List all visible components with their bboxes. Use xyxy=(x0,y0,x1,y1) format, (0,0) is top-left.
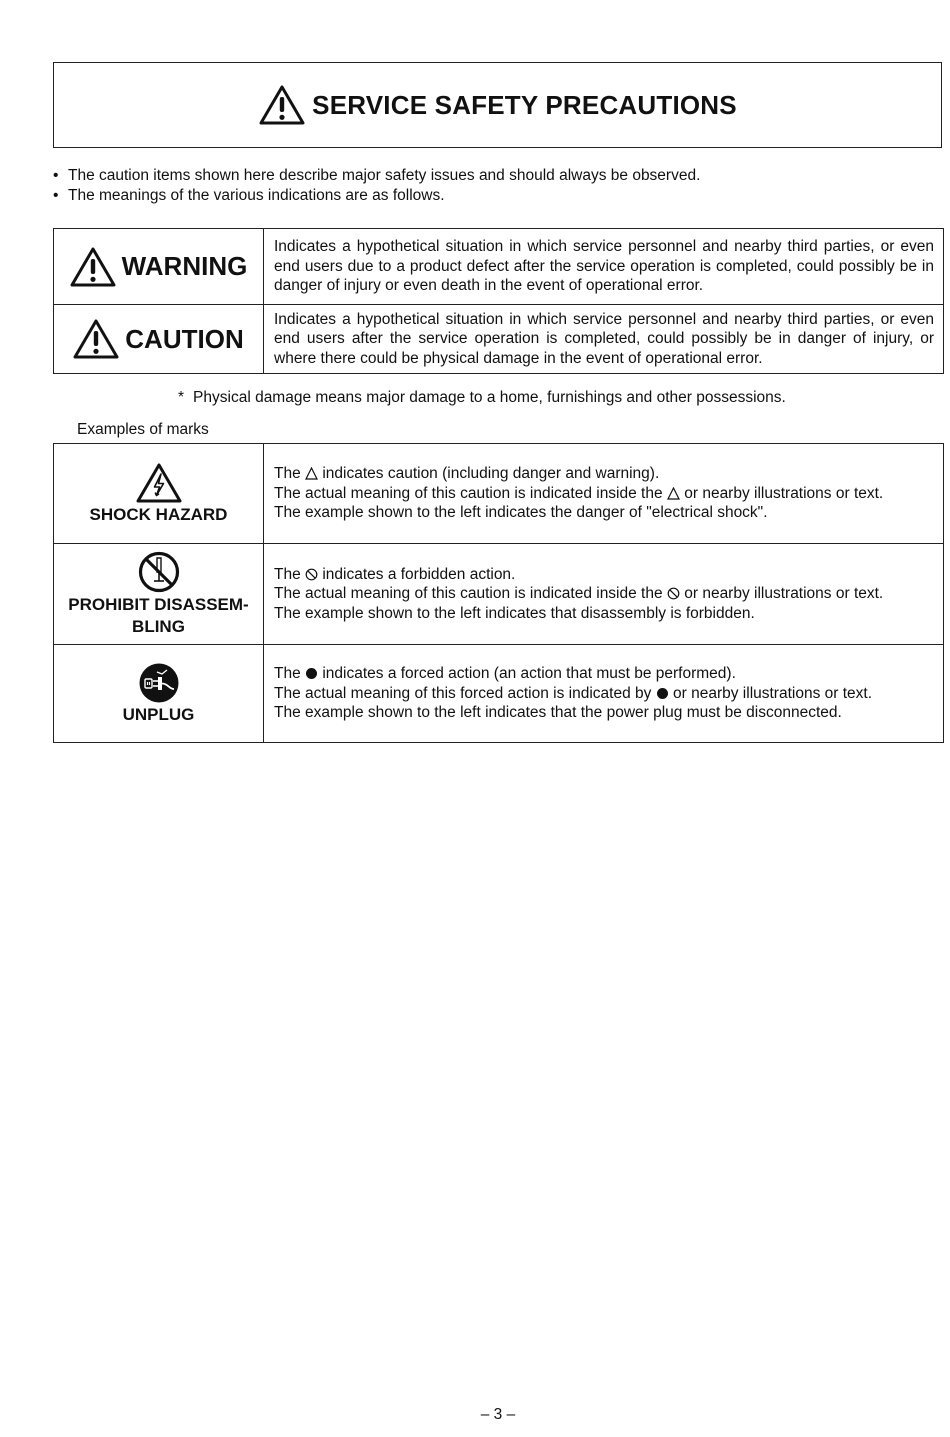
caution-triangle-icon xyxy=(305,467,318,480)
warning-triangle-icon xyxy=(258,84,306,126)
prohibit-label-1: PROHIBIT DISASSEM- xyxy=(68,595,249,614)
page-title: SERVICE SAFETY PRECAUTIONS xyxy=(312,89,737,120)
shock-line-2 xyxy=(274,484,934,504)
warning-triangle-icon xyxy=(70,246,116,288)
shock-hazard-row xyxy=(54,444,944,544)
prohibit-line-2-pre: The actual meaning of this caution is indicated inside the xyxy=(274,585,663,603)
title-box xyxy=(53,62,942,148)
no-disassembly-icon xyxy=(137,550,181,594)
unplug-line-3: The example shown to the left indicates that the power plug must be disconnected. xyxy=(274,704,842,722)
caution-row xyxy=(54,305,944,374)
unplug-line-1-pre: The xyxy=(274,665,301,683)
prohibit-line-3: The example shown to the left indicates that disassembly is forbidden. xyxy=(274,604,755,622)
unplug-row xyxy=(54,645,944,743)
prohibit-row xyxy=(54,544,944,645)
caution-label-cell xyxy=(54,305,264,374)
prohibit-line-2 xyxy=(274,584,934,604)
shock-line-1 xyxy=(274,464,934,484)
warning-label: WARNING xyxy=(121,251,248,281)
caution-label: CAUTION xyxy=(125,323,244,354)
shock-hazard-description xyxy=(264,444,944,544)
shock-line-2-pre: The actual meaning of this caution is indicated inside the xyxy=(274,484,663,502)
unplug-icon xyxy=(138,662,180,704)
unplug-line-2-pre: The actual meaning of this forced action is indicated by xyxy=(274,684,652,702)
prohibit-line-1-post: indicates a forbidden action. xyxy=(322,565,516,583)
shock-line-1-post: indicates caution (including danger and warning). xyxy=(322,465,660,483)
shock-hazard-cell xyxy=(54,444,264,544)
unplug-cell xyxy=(54,645,264,743)
prohibit-line-1-pre: The xyxy=(274,565,301,583)
unplug-line-1 xyxy=(274,664,934,684)
unplug-description xyxy=(264,645,944,743)
page-number: – 3 – xyxy=(480,1406,516,1423)
warning-row xyxy=(54,229,944,305)
intro-bullets xyxy=(53,166,943,205)
intro-bullet: • The caution items shown here describe major safety issues and should always be observed. xyxy=(53,166,943,186)
prohibit-label-2: BLING xyxy=(132,617,185,636)
unplug-line-2-post: or nearby illustrations or text. xyxy=(673,684,873,702)
intro-bullet: • The meanings of the various indications are as follows. xyxy=(53,186,943,206)
signal-words-table xyxy=(53,228,944,374)
unplug-line-1-post: indicates a forced action (an action that must be performed). xyxy=(322,665,736,683)
unplug-line-2 xyxy=(274,684,934,704)
marks-table xyxy=(53,443,944,743)
prohibit-description xyxy=(264,544,944,645)
shock-line-3: The example shown to the left indicates the danger of "electrical shock". xyxy=(274,504,768,522)
caution-triangle-icon xyxy=(667,487,680,500)
note-text: Physical damage means major damage to a home, furnishings and other possessions. xyxy=(193,389,786,406)
caution-description: Indicates a hypothetical situation in which service personnel and nearby third parties, or even end users after the service operation is completed, could possibly be in danger of injury, or where there could be physical damage in the event of operational error. xyxy=(264,305,944,374)
electric-shock-triangle-icon xyxy=(136,462,182,504)
prohibit-line-1 xyxy=(274,565,934,585)
examples-label: Examples of marks xyxy=(77,421,209,438)
shock-line-1-pre: The xyxy=(274,465,301,483)
forced-action-dot-icon xyxy=(305,667,318,680)
prohibit-line-2-post: or nearby illustrations or text. xyxy=(684,585,884,603)
prohibit-symbol-icon xyxy=(305,568,318,581)
caution-triangle-icon xyxy=(73,318,119,360)
note-asterisk: * xyxy=(178,389,185,406)
shock-line-2-post: or nearby illustrations or text. xyxy=(684,484,884,502)
forced-action-dot-icon xyxy=(656,687,669,700)
warning-label-cell xyxy=(54,229,264,305)
shock-hazard-label: SHOCK HAZARD xyxy=(89,504,228,524)
physical-damage-note xyxy=(178,389,786,407)
warning-description: Indicates a hypothetical situation in which service personnel and nearby third parties, or even end users due to a product defect after the service operation is completed, could possibly be in danger of injury or even death in the event of operational error. xyxy=(264,229,944,305)
prohibit-cell xyxy=(54,544,264,645)
title-inner xyxy=(258,84,737,126)
prohibit-symbol-icon xyxy=(667,587,680,600)
unplug-label: UNPLUG xyxy=(122,704,195,724)
